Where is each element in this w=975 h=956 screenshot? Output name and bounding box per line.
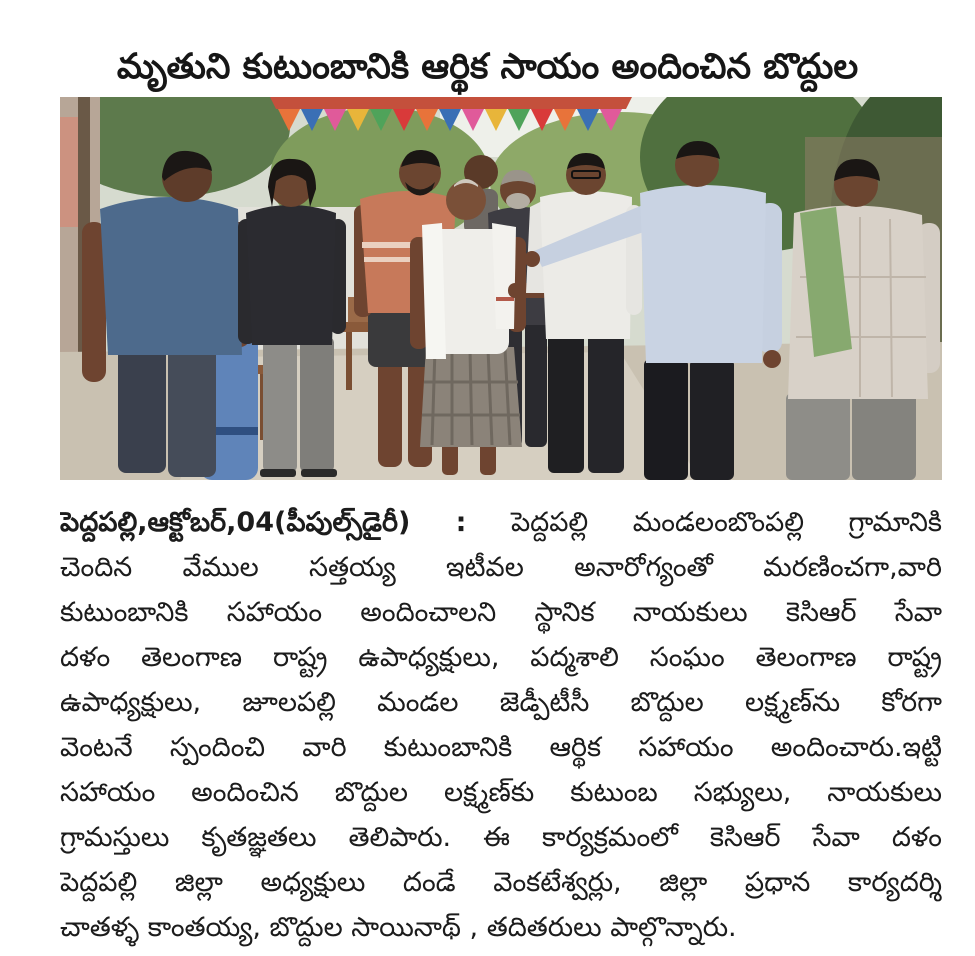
torso xyxy=(246,205,336,345)
news-photo-illustration xyxy=(60,97,942,480)
headline: మృతుని కుటుంబానికి ఆర్థిక సాయం అందించిన బొద్దుల xyxy=(116,47,859,88)
leg xyxy=(378,359,402,467)
leg xyxy=(786,393,850,480)
leg xyxy=(548,333,584,473)
leg xyxy=(690,359,734,480)
leg xyxy=(588,333,624,473)
beard xyxy=(506,193,530,209)
article-line: వెంటనే స్పందించి వారి కుటుంబానికి ఆర్థిక సహాయం అందించారు.ఇట్టి xyxy=(60,732,942,763)
leg xyxy=(168,345,216,477)
article-line-text: పెద్దపల్లి మండలంబొంపల్లి గ్రామానికి xyxy=(510,507,942,538)
dateline: పెద్దపల్లి,ఆక్టోబర్,04(పీపుల్స్‌డైరీ) : xyxy=(60,507,467,538)
torso xyxy=(100,197,242,355)
article-line: గ్రామస్తులు కృతజ్ఞతలు తెలిపారు. ఈ కార్యక్రమంలో కెసిఆర్ సేవా దళం xyxy=(60,822,942,853)
torso xyxy=(540,191,632,339)
leg xyxy=(263,337,297,472)
article-line: ఉపాధ్యక్షులు, జూలపల్లి మండల జెడ్పీటీసీ బొద్దుల లక్ష్మణ్‌ను కోరగా xyxy=(60,687,942,718)
towel xyxy=(422,223,446,359)
shoe xyxy=(301,469,337,477)
chair-leg xyxy=(346,332,352,390)
towel-stripe xyxy=(496,297,514,301)
leg xyxy=(644,359,688,480)
article-line xyxy=(60,500,942,545)
article-line: కుటుంబానికి సహాయం అందించాలని స్థానిక నాయకులు కెసిఆర్ సేవా xyxy=(60,597,942,628)
hand xyxy=(763,350,781,368)
leg xyxy=(852,393,916,480)
towel xyxy=(492,223,516,329)
article-line: సహాయం అందించిన బొద్దుల లక్ష్మణ్‌కు కుటుంబ సభ్యులు, నాయకులు xyxy=(60,777,942,808)
torso xyxy=(640,185,766,363)
leg xyxy=(525,319,547,447)
article-line: పెద్దపల్లి జిల్లా అధ్యక్షులు దండే వెంకటేశ్వర్లు, జిల్లా ప్రధాన కార్యదర్శి xyxy=(60,867,942,898)
article-body xyxy=(60,500,942,950)
head xyxy=(446,180,486,220)
leg xyxy=(118,345,166,473)
article-line: చాతళ్ళ కాంతయ్య, బొద్దుల సాయినాథ్ , తదితరులు పాల్గొన్నారు. xyxy=(60,912,737,943)
canopy-band xyxy=(270,97,632,109)
leg xyxy=(300,337,334,472)
article-line: దళం తెలంగాణ రాష్ట్ర ఉపాధ్యక్షులు, పద్మశాలి సంఘం తెలంగాణ రాష్ట్ర xyxy=(60,642,942,673)
hand xyxy=(524,251,540,267)
shoe xyxy=(260,469,296,477)
article-line: చెందిన వేముల సత్తయ్య ఇటీవల అనారోగ్యంతో మరణించగా,వారి xyxy=(60,552,942,583)
news-photo xyxy=(60,97,942,480)
